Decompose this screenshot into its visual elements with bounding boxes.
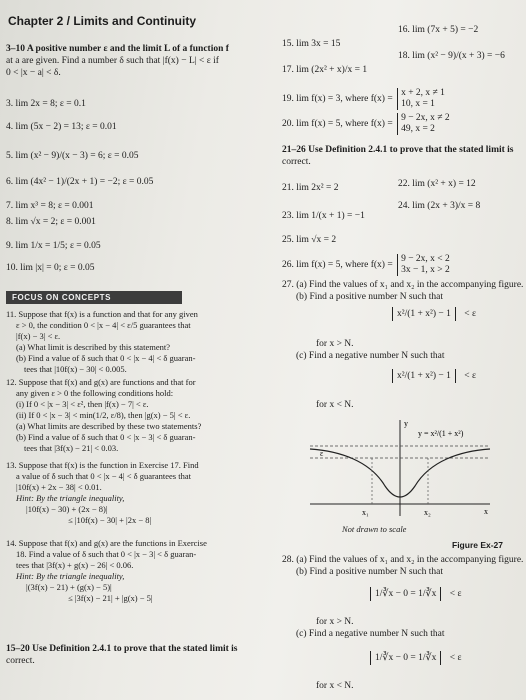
intro-3-10-line-2: at a are given. Find a number δ such that |f(x) − L| < ε if <box>6 56 219 66</box>
ex19-cases <box>397 88 445 110</box>
ex19-statement: 19. lim f(x) = 3, where f(x) = <box>282 94 393 105</box>
p13-line-6: ≤ |10f(x) − 30| + |2x − 8| <box>68 515 152 525</box>
p14-line-5: |(3f(x) − 21) + (g(x) − 5)| <box>26 582 112 592</box>
ex28-part-c: (c) Find a negative number N such that <box>296 629 445 639</box>
x1-label: x₁ <box>362 508 369 517</box>
intro-15-20-line-1: 15–20 Use Definition 2.4.1 to prove that the stated limit is <box>6 644 238 654</box>
p12-line-5: (a) What limits are described by these two statements? <box>16 421 202 431</box>
exercise-3: 3. lim 2x = 8; ε = 0.1 <box>6 99 86 109</box>
p13-line-5: |10f(x) − 30) + (2x − 8)| <box>26 504 108 514</box>
ex20-case-1: 9 − 2x, x ≠ 2 <box>401 113 450 123</box>
exercise-15: 15. lim 3x = 15 <box>282 39 341 49</box>
p11-line-5: (b) Find a value of δ such that 0 < |x − 4| < δ guaran- <box>16 353 196 363</box>
exercise-5: 5. lim (x² − 9)/(x − 3) = 6; ε = 0.05 <box>6 151 139 161</box>
p11-line-6: tees that |10f(x) − 30| < 0.005. <box>24 364 127 374</box>
p14-line-4: Hint: By the triangle inequality, <box>16 571 125 581</box>
p11-line-3: |f(x) − 3| < ε. <box>16 331 61 341</box>
ex27-lt-eps-c: < ε <box>464 371 476 381</box>
intro-3-10-line-3: 0 < |x − a| < δ. <box>6 68 61 78</box>
exercise-28-intro <box>282 554 523 578</box>
p11-line-4: (a) What limit is described by this statement? <box>16 342 170 352</box>
focus-on-concepts-band: FOCUS ON CONCEPTS <box>6 291 182 304</box>
exercise-9: 9. lim 1/x = 1/5; ε = 0.05 <box>6 241 101 251</box>
p12-line-7: tees that |3f(x) − 21| < 0.03. <box>24 443 119 453</box>
exercise-23: 23. lim 1/(x + 1) = −1 <box>282 211 365 221</box>
ex27-abs-expression-b: x²/(1 + x²) − 1 <box>392 307 456 321</box>
ex26-case-1: 9 − 2x, x < 2 <box>401 254 450 264</box>
ex27-inequality-c <box>392 370 476 382</box>
exercise-27-intro <box>282 279 523 303</box>
ex26-cases <box>397 254 450 276</box>
intro-15-20 <box>6 643 238 667</box>
exercise-22: 22. lim (x² + x) = 12 <box>398 179 476 189</box>
curve-equation-label: y = x²/(1 + x²) <box>418 429 464 438</box>
ex27-line-b: (b) Find a positive number N such that <box>296 292 443 302</box>
ex28-tail-b <box>296 616 445 640</box>
p11-line-2: ε > 0, the condition 0 < |x − 4| < ε/5 guarantees that <box>16 320 191 330</box>
ex27-lt-eps-b: < ε <box>464 309 476 319</box>
exercise-4: 4. lim (5x − 2) = 13; ε = 0.01 <box>6 122 117 132</box>
ex27-part-c: (c) Find a negative number N such that <box>296 351 445 361</box>
x-axis-label: x <box>484 507 488 516</box>
exercise-24: 24. lim (2x + 3)/x = 8 <box>398 201 481 211</box>
ex28-line-a: 28. (a) Find the values of x₁ and x₂ in the accompanying figure. <box>282 555 524 565</box>
ex27-for-x-lt-n: for x < N. <box>316 400 354 410</box>
exercise-19 <box>282 88 445 110</box>
ex20-case-2: 49, x = 2 <box>401 124 435 134</box>
exercise-26 <box>282 254 450 276</box>
ex19-case-2: 10, x = 1 <box>401 99 435 109</box>
ex28-line-b: (b) Find a positive number N such that <box>296 567 443 577</box>
ex28-lt-eps-b: < ε <box>449 589 462 599</box>
ex27-inequality-b <box>392 308 476 320</box>
exercise-17: 17. lim (2x² + x)/x = 1 <box>282 65 368 75</box>
p14-line-1: 14. Suppose that f(x) and g(x) are the functions in Exercise <box>6 538 207 548</box>
intro-21-26 <box>282 144 514 168</box>
ex28-for-x-lt-n: for x < N. <box>316 681 354 691</box>
ex28-inequality-b <box>370 588 461 600</box>
exercise-25: 25. lim √x = 2 <box>282 235 337 245</box>
p14-line-3: tees that |3f(x) + g(x) − 26| < 0.06. <box>16 560 134 570</box>
ex26-statement: 26. lim f(x) = 5, where f(x) = <box>282 260 393 271</box>
intro-21-26-line-2: correct. <box>282 157 311 167</box>
p13-line-4: Hint: By the triangle inequality, <box>16 493 125 503</box>
exercise-7: 7. lim x³ = 8; ε = 0.001 <box>6 201 94 211</box>
exercise-16: 16. lim (7x + 5) = −2 <box>398 25 479 35</box>
problem-12 <box>6 377 201 454</box>
figure-ex-27-graph <box>300 416 500 526</box>
intro-21-26-line-1: 21–26 Use Definition 2.4.1 to prove that the stated limit is <box>282 145 514 155</box>
ex28-abs-expression-b: 1/∛x − 0 = 1/∛x <box>370 587 441 601</box>
ex28-lt-eps-c: < ε <box>449 653 462 663</box>
exercise-8: 8. lim √x = 2; ε = 0.001 <box>6 217 96 227</box>
exercise-18: 18. lim (x² − 9)/(x + 3) = −6 <box>398 51 505 61</box>
exercise-20 <box>282 113 450 135</box>
x2-label: x₂ <box>424 508 431 517</box>
ex27-abs-expression-c: x²/(1 + x²) − 1 <box>392 369 456 383</box>
ex26-case-2: 3x − 1, x > 2 <box>401 265 450 275</box>
ex28-for-x-gt-n: for x > N. <box>316 617 354 627</box>
p12-line-6: (b) Find a value of δ such that 0 < |x − 3| < δ guaran- <box>16 432 196 442</box>
exercise-21: 21. lim 2x² = 2 <box>282 183 339 193</box>
not-drawn-to-scale-note: Not drawn to scale <box>342 524 407 534</box>
p13-line-2: a value of δ such that 0 < |x − 4| < δ guarantees that <box>16 471 191 481</box>
p12-line-2: any given ε > 0 the following conditions hold: <box>16 388 174 398</box>
p14-line-6: ≤ |3f(x) − 21| + |g(x) − 5| <box>68 593 153 603</box>
p14-line-2: 18. Find a value of δ such that 0 < |x − 3| < δ guaran- <box>16 549 197 559</box>
y-axis-label: y <box>404 419 408 428</box>
intro-3-10 <box>6 43 229 79</box>
figure-ex-27-label: Figure Ex-27 <box>452 540 504 550</box>
problem-14 <box>6 538 207 604</box>
ex19-case-1: x + 2, x ≠ 1 <box>401 88 445 98</box>
chapter-header: Chapter 2 / Limits and Continuity <box>8 14 197 28</box>
intro-3-10-line-1: 3–10 A positive number ε and the limit L of a function f <box>6 44 229 54</box>
exercise-6: 6. lim (4x² − 1)/(2x + 1) = −2; ε = 0.05 <box>6 177 154 187</box>
p12-line-1: 12. Suppose that f(x) and g(x) are functions and that for <box>6 377 196 387</box>
p11-line-1: 11. Suppose that f(x) is a function and that for any given <box>6 309 198 319</box>
problem-11 <box>6 309 198 375</box>
intro-15-20-line-2: correct. <box>6 656 35 666</box>
epsilon-label: ε <box>320 449 324 458</box>
p13-line-3: |10f(x) + 2x − 38| < 0.01. <box>16 482 102 492</box>
ex20-statement: 20. lim f(x) = 5, where f(x) = <box>282 119 393 130</box>
ex27-for-x-gt-n: for x > N. <box>316 339 354 349</box>
p12-line-3: (i) If 0 < |x − 3| < ε², then |f(x) − 7| < ε. <box>16 399 149 409</box>
exercise-10: 10. lim |x| = 0; ε = 0.05 <box>6 263 95 273</box>
ex28-abs-expression-c: 1/∛x − 0 = 1/∛x <box>370 651 441 665</box>
ex27-tail-b <box>296 338 445 362</box>
problem-13 <box>6 460 199 526</box>
ex27-line-a: 27. (a) Find the values of x₁ and x₂ in the accompanying figure. <box>282 280 524 290</box>
p12-line-4: (ii) If 0 < |x − 3| < min(1/2, ε/8), then |g(x) − 5| < ε. <box>16 410 191 420</box>
ex28-inequality-c <box>370 652 461 664</box>
ex20-cases <box>397 113 450 135</box>
p13-line-1: 13. Suppose that f(x) is the function in Exercise 17. Find <box>6 460 199 470</box>
